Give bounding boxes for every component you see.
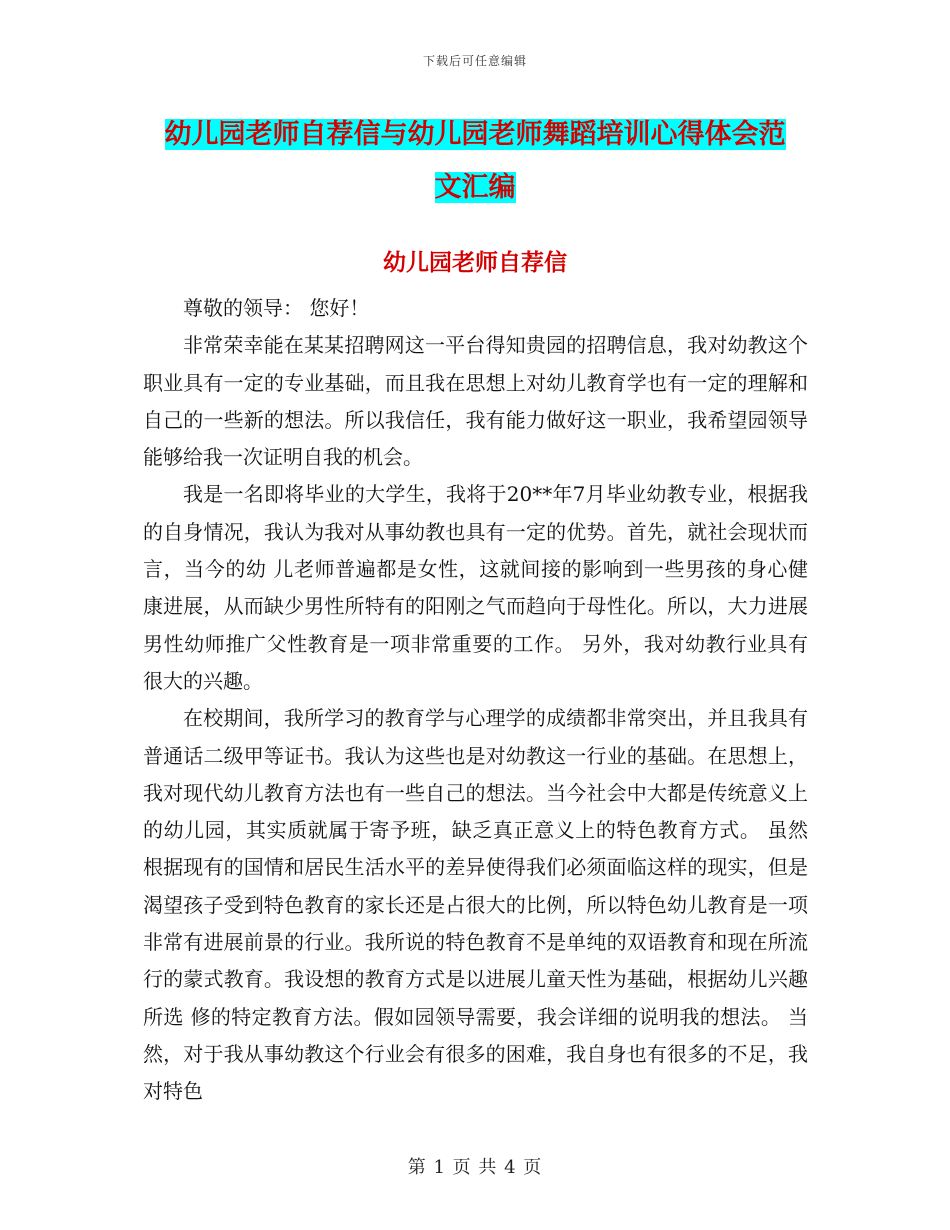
document-title-line-2: 文汇编 [434,172,516,203]
document-title [150,108,800,214]
body-paragraph-1: 非常荣幸能在某某招聘网这一平台得知贵园的招聘信息，我对幼教这个职业具有一定的专业基础，而且我在思想上对幼儿教育学也有一定的理解和自己的一些新的想法。所以我信任，我有能力做好这一职业，我希望园领导能够给我一次证明自我的机会。 [143,333,808,470]
header-note: 下载后可任意编辑 [422,54,527,68]
body-paragraph-2: 我是一名即将毕业的大学生，我将于20**年7月毕业幼教专业，根据我的自身情况，我认为我对从事幼教也具有一定的优势。首先，就社会现状而言，当今的幼 儿老师普遍都是女性，这就间接的影响到一些男孩的身心健康进展，从而缺少男性所特有的阳刚之气而趋向于母性化。所以，大力进展男性幼师推广父性教育是一项非常重要的工作。 另外，我对幼教行业具有很大的兴趣。 [143,482,808,693]
letter-body [143,290,808,1111]
body-paragraph-3: 在校期间，我所学习的教育学与心理学的成绩都非常突出，并且我具有普通话二级甲等证书。我认为这些也是对幼教这一行业的基础。在思想上，我对现代幼儿教育方法也有一些自己的想法。当今社会中大都是传统意义上的幼儿园，其实质就属于寄予班，缺乏真正意义上的特色教育方式。 虽然根据现有的国情和居民生活水平的差异使得我们必须面临这样的现实，但是渴望孩子受到特色教育的家长还是占很大的比例，所以特色幼儿教育是一项非常有进展前景的行业。我所说的特色教育不是单纯的双语教育和现在所流行的蒙式教育。我设想的教育方式是以进展儿童天性为基础，根据幼儿兴趣所选 修的特定教育方法。假如园领导需要，我会详细的说明我的想法。 当然，对于我从事幼教这个行业会有很多的困难，我自身也有很多的不足，我对特色 [143,706,808,1104]
section-title: 幼儿园老师自荐信 [383,249,567,276]
document-title-line-1: 幼儿园老师自荐信与幼儿园老师舞蹈培训心得体会范 [164,119,786,150]
page-number-footer: 第 1 页 共 4 页 [407,1157,543,1178]
salutation-paragraph: 尊敬的领导： 您好！ [183,296,370,320]
